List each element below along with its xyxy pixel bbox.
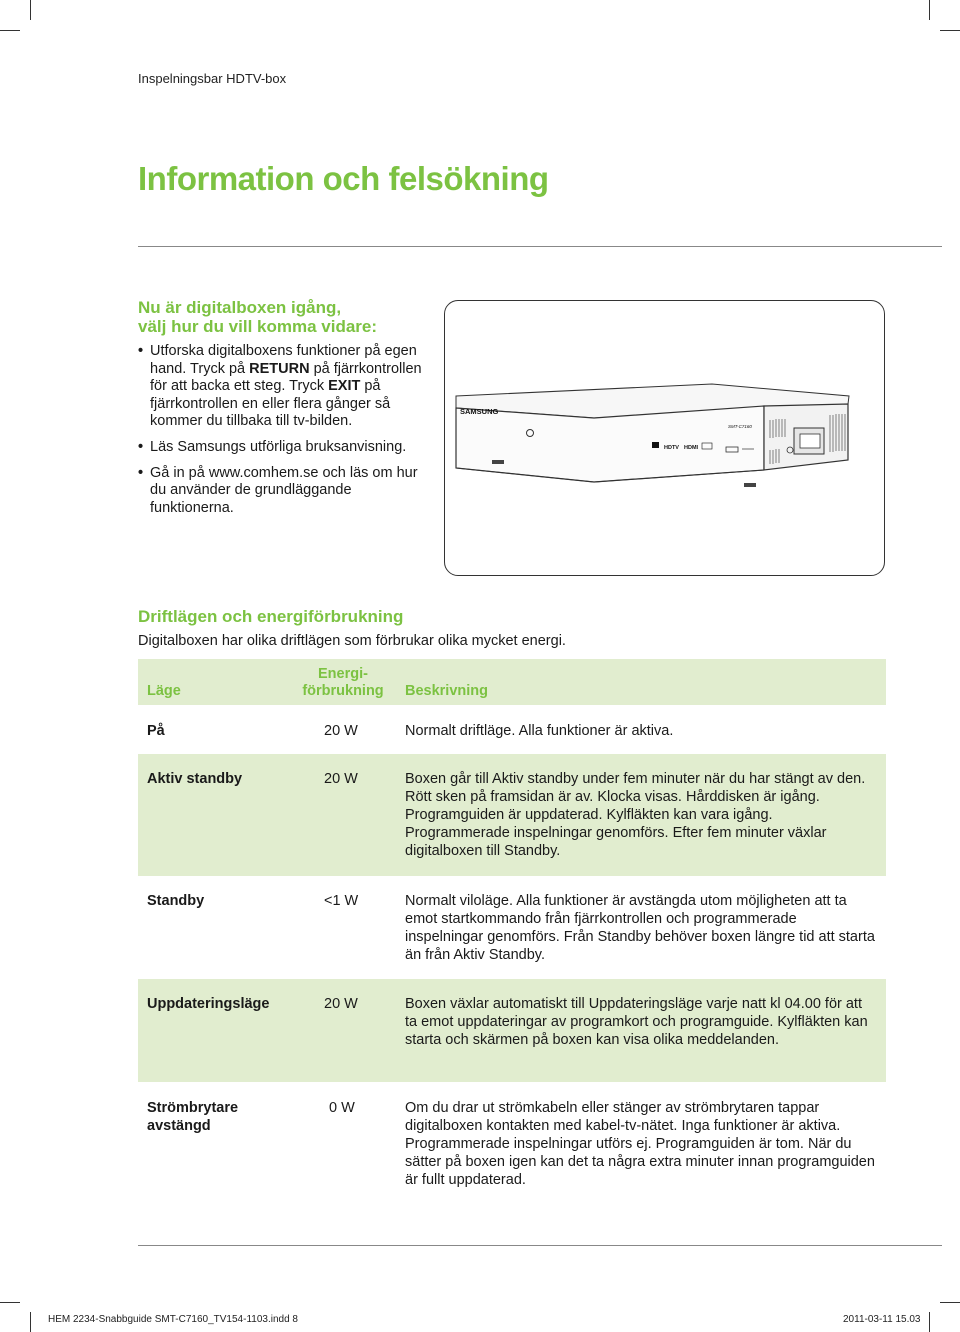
crop-mark [30,0,31,20]
row-mode: Standby [147,893,205,909]
crop-mark [940,1302,960,1303]
row-power: 20 W [324,996,358,1012]
crop-mark [929,0,930,20]
intro-heading-line: Nu är digitalboxen igång, [138,298,342,317]
crop-mark [940,30,960,31]
modes-heading: Driftlägen och energiförbrukning [138,607,404,626]
table-row [138,754,886,876]
bullet-text: på fjärrkontrollen en eller flera gånger så kommer du tillbaka till tv-bilden. [150,378,391,430]
table-header [138,659,886,705]
row-description: Boxen går till Aktiv standby under fem minuter när du har stängt av den. Rött sken på framsidan är av. Klocka visas. Hårddisken är igång. Programguiden är uppdaterad. Kylfläkten kan vara igång. Programmerade inspelningar genomförs. Efter fem minuter växlar digitalboxen till Standby. [405,771,866,859]
footer-date: 2011-03-11 15.03 [843,1314,921,1325]
row-mode-line: avstängd [147,1118,211,1134]
device-brand-label: SAMSUNG [459,406,498,416]
device-hdtv-label: HDTV [663,444,679,451]
bullet-text: Gå in på www.comhem.se och läs om hur du använder de grundläggande funktionerna. [150,464,418,516]
table-row [138,1082,886,1192]
bullet-item [138,343,428,431]
bullet-text: Utforska digitalboxens funktioner på egen hand. Tryck på [150,343,417,377]
crop-mark [929,1312,930,1332]
row-mode [147,1099,307,1135]
column-header-power-line: Energi- [318,666,368,682]
footer-file-info: HEM 2234-Snabbguide SMT-C7160_TV154-1103.indd 8 [48,1314,298,1325]
row-power: 20 W [324,723,358,739]
table-row [138,876,886,979]
row-power: 0 W [329,1100,355,1116]
crop-mark [0,1302,20,1303]
row-mode: Uppdateringsläge [147,996,270,1012]
title-rule [138,246,942,247]
column-header-power-line: förbrukning [302,683,384,699]
row-description: Om du drar ut strömkabeln eller stänger av strömbrytaren tappar digitalboxen kontakten med kabel-tv-nätet. Inga funktioner är aktiva. Programmerade inspelningar utförs ej. Programguiden är tom. När du sätter på boxen igen kan det ta några extra minuter innan programguiden är fullt uppdaterad. [405,1100,875,1188]
row-mode-line: Strömbrytare [147,1100,239,1116]
row-mode: På [147,723,165,739]
row-power: <1 W [324,893,359,909]
set-top-box-illustration [444,300,885,576]
page-title: Information och felsökning [138,160,549,197]
device-model-label: SMT-C7160 [727,423,752,429]
row-description: Normalt driftläge. Alla funktioner är aktiva. [405,723,674,739]
table-row [138,979,886,1082]
row-power: 20 W [324,771,358,787]
bullet-key-return: RETURN [249,360,310,377]
modes-intro: Digitalboxen har olika driftlägen som förbrukar olika mycket energi. [138,633,566,649]
row-mode: Aktiv standby [147,771,243,787]
row-description: Boxen växlar automatiskt till Uppdateringsläge varje natt kl 04.00 för att ta emot uppdateringar av programkort och programguide. Kylfläkten kan starta och skärmen på boxen kan visa olika meddelanden. [405,996,868,1048]
column-header-power [298,666,388,700]
bullet-key-exit: EXIT [328,378,361,395]
bullet-item [138,439,428,457]
column-header-description: Beskrivning [405,683,488,699]
intro-heading [138,298,438,336]
bullet-text: på fjärrkontrollen för att backa ett steg. Tryck [150,360,422,395]
device-illustration-frame [444,300,885,576]
bullet-text: Läs Samsungs utförliga bruksanvisning. [150,438,407,455]
running-header: Inspelningsbar HDTV-box [138,71,287,86]
row-description: Normalt viloläge. Alla funktioner är avstängda utom möjligheten att ta emot startkommando från fjärrkontrollen och programmerade inspelningar genomförs. Från Standby behöver boxen längre tid att starta än från Aktiv Standby. [405,893,875,963]
intro-bullet-list [138,343,428,525]
intro-heading-line: välj hur du vill komma vidare: [138,317,378,336]
bottom-rule [138,1245,942,1246]
device-hdmi-label: HDMI [683,444,698,451]
bullet-item [138,465,428,518]
table-row [138,706,886,754]
crop-mark [0,30,20,31]
crop-mark [30,1312,31,1332]
column-header-mode: Läge [147,683,181,699]
